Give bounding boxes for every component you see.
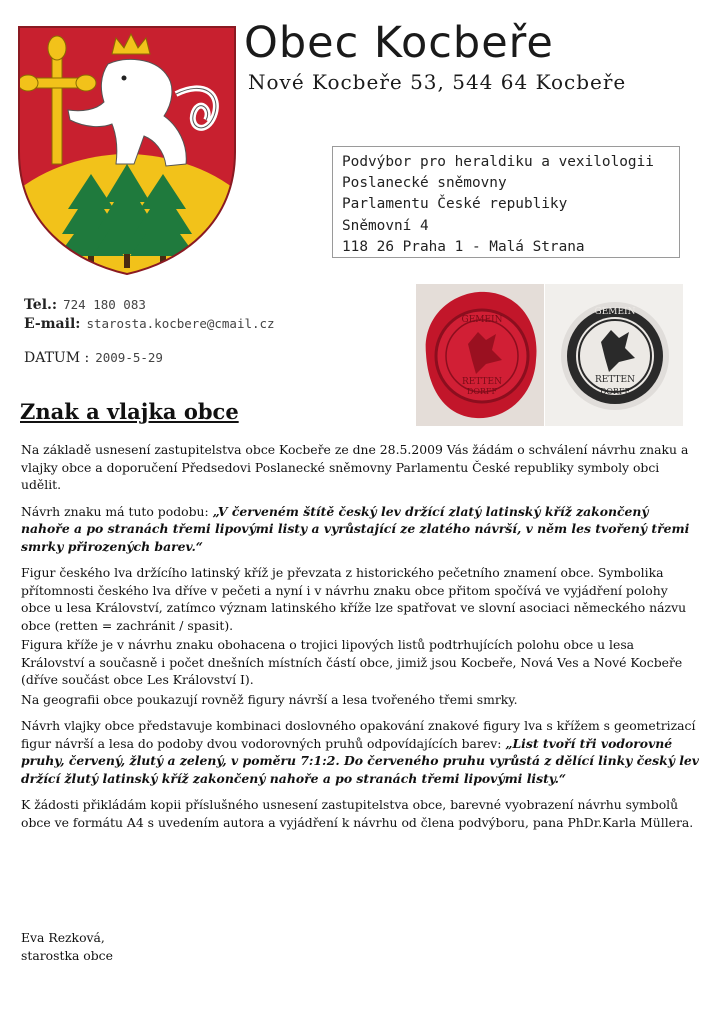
email-value: starosta.kocbere@cmail.cz <box>86 316 275 331</box>
email-label: E-mail: <box>24 316 81 332</box>
black-seal-top-text: GEMEIN <box>594 307 636 317</box>
signatory-role: starostka obce <box>21 947 113 963</box>
date-row <box>24 349 163 367</box>
recipient-line: 118 26 Praha 1 - Malá Strana <box>342 238 585 255</box>
coat-proposal-blazon: „V červeném štítě český lev držící zlatý latinský kříž zakončený nahoře a po stranách třemi lipovými listy a vyrůstající ze zlatého návrší, v něm les tvořený třemi smrky přirozených barev.“ <box>21 503 690 554</box>
coat-of-arms-image <box>16 24 238 276</box>
letter-body <box>21 441 701 831</box>
municipality-address: Nové Kocbeře 53, 544 64 Kocbeře <box>248 70 627 94</box>
body-paragraph: Na základě usnesení zastupitelstva obce Kocbeře ze dne 28.5.2009 Vás žádám o schválení návrhu znaku a vlajky obce a doporučení Předsedovi Poslanecké sněmovny Parlamentu České republiky symboly obci udělit. <box>21 442 689 492</box>
date-label: DATUM : <box>24 350 90 366</box>
red-seal-middle-text: RETTEN <box>462 377 502 387</box>
signatory-name: Eva Rezková, <box>21 930 105 945</box>
body-paragraph <box>21 717 701 787</box>
body-paragraph <box>21 503 701 556</box>
red-seal-bottom-text: DORFF <box>466 387 498 396</box>
phone-value: 724 180 083 <box>63 297 146 312</box>
flag-proposal-lead: Návrh vlajky obce představuje kombinaci doslovného opakování znakové figury lva s křížem s geometrizací figur návrší a lesa do podoby dvou vodorovných pruhů odpovídajících barev: <box>21 718 696 751</box>
black-seal-imprint-image <box>545 284 683 426</box>
coat-proposal-lead: Návrh znaku má tuto podobu: <box>21 503 213 519</box>
email-row <box>24 315 275 333</box>
signature-block <box>21 929 113 964</box>
municipality-title: Obec Kocbeře <box>244 18 554 68</box>
phone-label: Tel.: <box>24 297 58 313</box>
body-paragraph: K žádosti přikládám kopii příslušného usnesení zastupitelstva obce, barevné vyobrazení návrhu symbolů obce ve formátu A4 s uvedením autora a vyjádření k návrhu od člena podvýboru, pana PhDr.Karla Müllera. <box>21 797 694 830</box>
document-heading: Znak a vlajka obce <box>20 399 239 424</box>
recipient-address-box <box>332 146 680 258</box>
date-value: 2009-5-29 <box>95 350 163 365</box>
black-seal-bottom-text: DORFF <box>599 387 631 396</box>
body-paragraph: Na geografii obce poukazují rovněž figury návrší a lesa tvořeného třemi smrky. <box>21 691 518 707</box>
phone-row <box>24 296 146 314</box>
recipient-line: Podvýbor pro heraldiku a vexilologii <box>342 154 654 170</box>
body-paragraph: Figura kříže je v návrhu znaku obohacena o trojici lipových listů podtrhujících polohu obce u lesa Království a současně i počet dnešních místních částí obce, jimiž jsou Kocbeře, Nová Ves a Nové Kocbeře (dříve součást obce Les Království I). <box>21 637 683 687</box>
recipient-line: Poslanecké sněmovny <box>342 175 507 192</box>
recipient-line: Sněmovní 4 <box>342 217 429 234</box>
red-seal-top-text: GEMEIN <box>461 315 503 325</box>
body-paragraph: Figur českého lva držícího latinský kříž je převzata z historického pečetního znamení obce. Symbolika přítomnosti českého lva dříve v pečeti a nyní i v návrhu znaku obce přitom spočívá ve vyjádření polohy obce u lesa Království, zatímco význam latinského kříže lze spatřovat ve slovní asociaci německého názvu obce (retten = zachránit / spasit). <box>21 565 687 633</box>
flag-proposal-description: „List tvoří tři vodorovné pruhy, červený, žlutý a zelený, v poměru 7:1:2. Do červeného pruhu vyrůstá z dělící linky český lev držící žlutý latinský kříž zakončený nahoře a po stranách třemi lipovými listy.“ <box>21 735 699 786</box>
red-wax-seal-image <box>416 284 544 426</box>
black-seal-middle-text: RETTEN <box>595 375 635 385</box>
recipient-line: Parlamentu České republiky <box>342 196 568 213</box>
